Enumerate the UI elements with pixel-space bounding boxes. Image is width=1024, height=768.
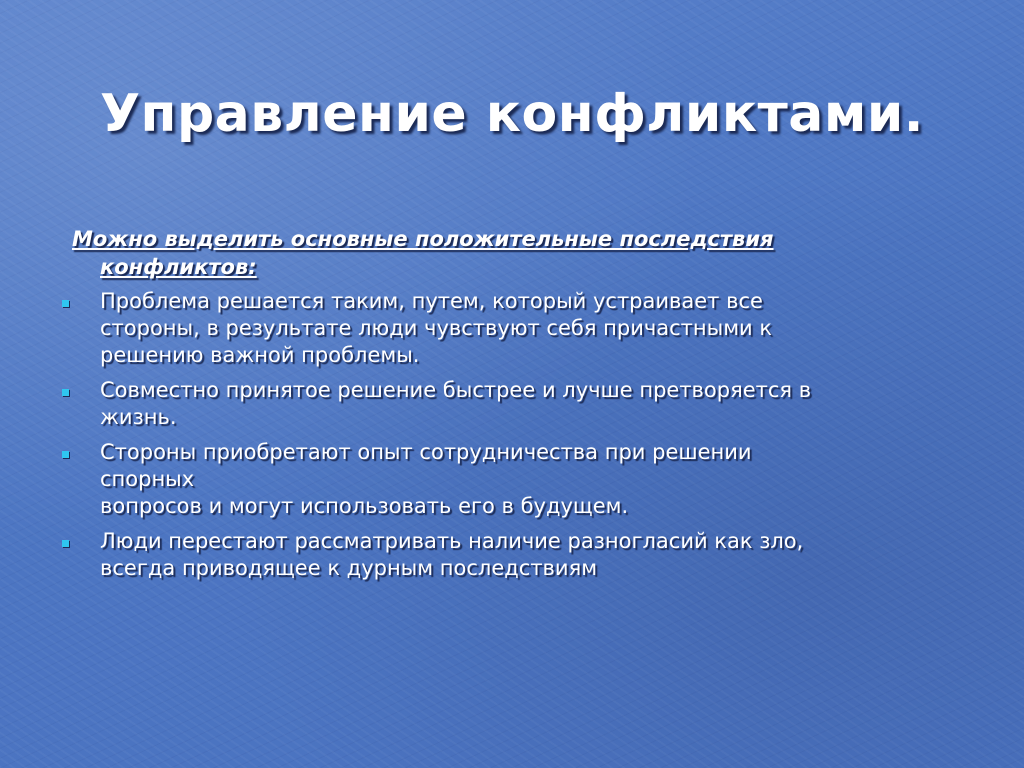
square-bullet-icon — [62, 540, 69, 547]
bullet-line: всегда приводящее к дурным последствиям — [100, 556, 598, 580]
subtitle-line: Можно выделить основные положительные последствия — [72, 227, 774, 251]
square-bullet-icon — [62, 300, 69, 307]
bullet-line: Стороны приобретают опыт сотрудничества при решении — [100, 440, 752, 464]
bullet-line: решению важной проблемы. — [100, 343, 420, 367]
slide-subtitle — [72, 225, 952, 281]
subtitle-line: конфликтов: — [100, 255, 257, 279]
bullet-line: стороны, в результате люди чувствуют себя причастными к — [100, 316, 773, 340]
bullet-list — [58, 288, 968, 590]
square-bullet-icon — [62, 389, 69, 396]
slide-title: Управление конфликтами. — [99, 84, 925, 144]
bullet-line: вопросов и могут использовать его в будущем. — [100, 494, 629, 518]
bullet-line: Люди перестают рассматривать наличие разногласий как зло, — [100, 529, 804, 553]
bullet-line: жизнь. — [100, 405, 177, 429]
bullet-line: Проблема решается таким, путем, который устраивает все — [100, 289, 763, 313]
list-item — [58, 439, 968, 520]
square-bullet-icon — [62, 451, 69, 458]
bullet-line: спорных — [100, 467, 195, 491]
bullet-line: Совместно принятое решение быстрее и лучше претворяется в — [100, 378, 812, 402]
list-item — [58, 528, 968, 582]
list-item — [58, 377, 968, 431]
list-item — [58, 288, 968, 369]
